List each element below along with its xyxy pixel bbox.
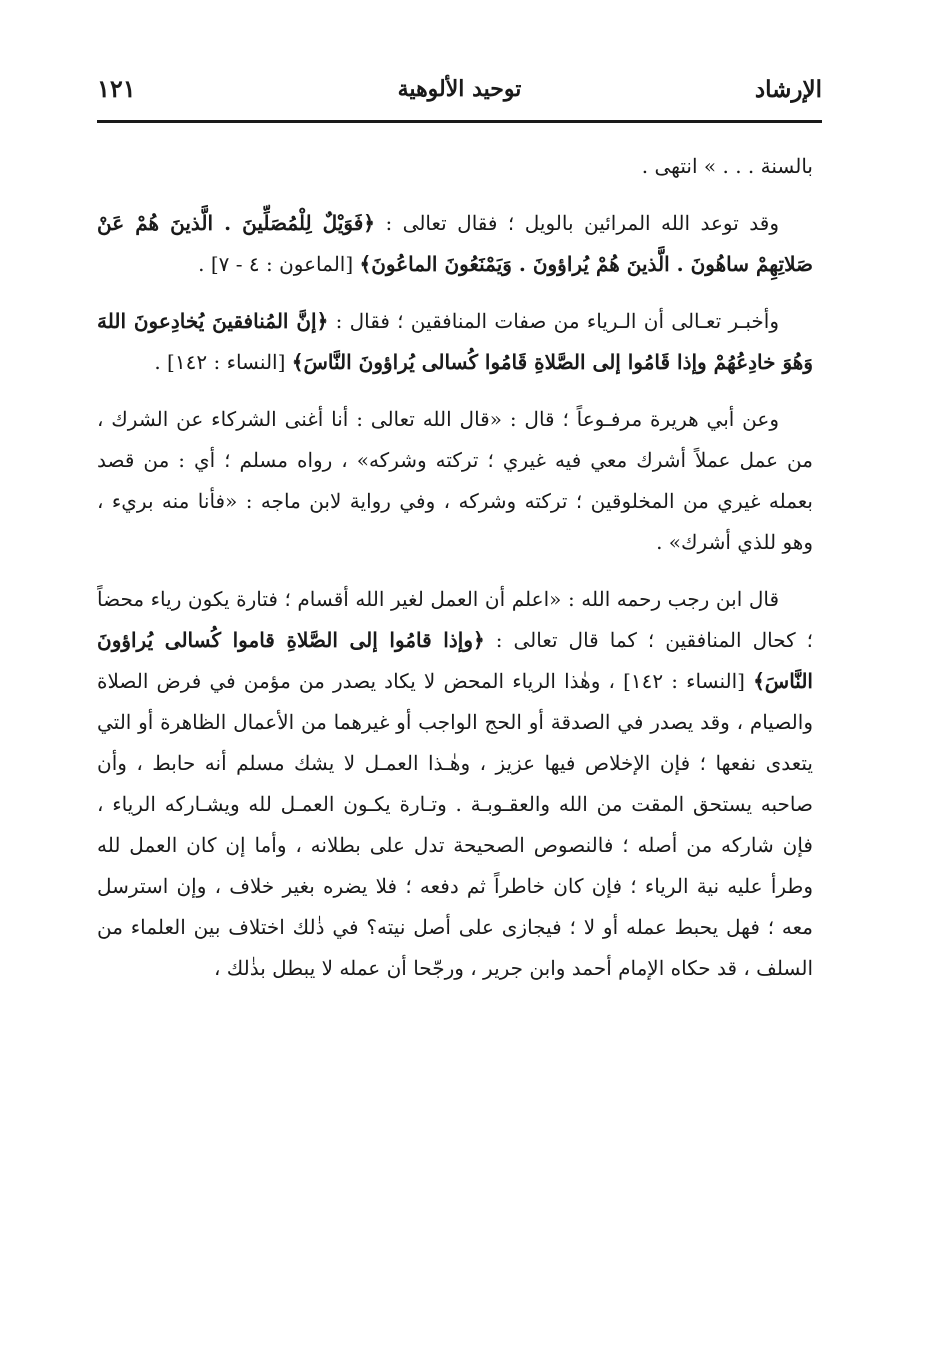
paragraph-3: وأخبـر تعـالى أن الـرياء من صفات المنافقين ؛ فقال : ﴿إنَّ المُنافقينَ يُخادِعونَ اللهَ وَهُوَ خادِعُهُمْ وإذا قَامُوا إلى الصَّلاةِ قَامُوا كُسالى يُراؤونَ النَّاسَ﴾ [النساء : ١٤٢] .: [97, 309, 813, 374]
running-header: [97, 70, 822, 118]
quran-verse: ﴿وإذا قامُوا إلى الصَّلاةِ قاموا كُسالى يُراؤونَ النَّاسَ﴾: [97, 628, 813, 693]
paragraph-4: وعن أبي هريرة مرفـوعاً ؛ قال : «قال الله تعالى : أنا أغنى الشركاء عن الشرك ، من عمل عملاً أشرك معي فيه غيري ؛ تركته وشركه» ، رواه مسلم ؛ أي : من قصد بعمله غيري من المخلوقين ؛ تركته وشركه ، وفي رواية لابن ماجه : «فأنا منه بريء ، وهو للذي أشرك» .: [97, 407, 813, 554]
paragraph-5: قال ابن رجب رحمه الله : «اعلم أن العمل لغير الله أقسام ؛ فتارة يكون رياء محضاً ؛ كحال المنافقين ؛ كما قال تعالى : ﴿وإذا قامُوا إلى الصَّلاةِ قاموا كُسالى يُراؤونَ النَّاسَ﴾ [النساء : ١٤٢] ، وهٰذا الرياء المحض لا يكاد يصدر من مؤمن في فرض الصلاة والصيام ، وقد يصدر في الصدقة أو الحج الواجب أو غيرهما من الأعمال الظاهرة أو التي يتعدى نفعها ؛ فإن الإخلاص فيها عزيز ، وهٰـذا العمـل لا يشك مسلم أنه حابط ، وأن صاحبه يستحق المقت من الله والعقـوبـة . وتـارة يكـون العمـل لله ويشـاركه الرياء ، فإن شاركه من أصله ؛ فالنصوص الصحيحة تدل على بطلانه ، وأما إن كان العمل لله وطرأ عليه نية الرياء ؛ فإن كان خاطراً ثم دفعه ؛ فلا يضره بغير خلاف ، وإن استرسل معه ؛ فهل يحبط عمله أو لا ؛ فيجازى على أصل نيته؟ في ذٰلك اختلاف بين العلماء من السلف ، قد حكاه الإمام أحمد وابن جرير ، ورجّحا أن عمله لا يبطل بذٰلك ،: [97, 587, 813, 980]
verse-reference: [الماعون : ٤ - ٧] .: [198, 252, 360, 276]
chapter-title: توحيد الألوهية: [397, 76, 522, 102]
quran-verse: ﴿فَوَيْلٌ لِلْمُصَلِّينَ . الَّذينَ هُمْ عَنْ صَلاتِهِمْ ساهُونَ . الَّذينَ هُمْ يُراؤونَ . وَيَمْنَعُونَ الماعُونَ﴾: [97, 211, 813, 276]
paragraph-2: وقد توعد الله المرائين بالويل ؛ فقال تعالى : ﴿فَوَيْلٌ لِلْمُصَلِّينَ . الَّذينَ هُمْ عَنْ صَلاتِهِمْ ساهُونَ . الَّذينَ هُمْ يُراؤونَ . وَيَمْنَعُونَ الماعُونَ﴾ [الماعون : ٤ - ٧] .: [97, 211, 813, 276]
page-number: ١٢١: [97, 74, 136, 103]
book-title: الإرشاد: [754, 76, 822, 103]
verse-reference: [النساء : ١٤٢] .: [154, 350, 292, 374]
header-rule: [97, 120, 822, 123]
main-text: [97, 146, 813, 1276]
quran-verse: ﴿إنَّ المُنافقينَ يُخادِعونَ اللهَ وَهُوَ خادِعُهُمْ وإذا قَامُوا إلى الصَّلاةِ قَامُوا كُسالى يُراؤونَ النَّاسَ﴾: [97, 309, 813, 374]
paragraph-1: بالسنة . . . » انتهى .: [641, 154, 813, 178]
